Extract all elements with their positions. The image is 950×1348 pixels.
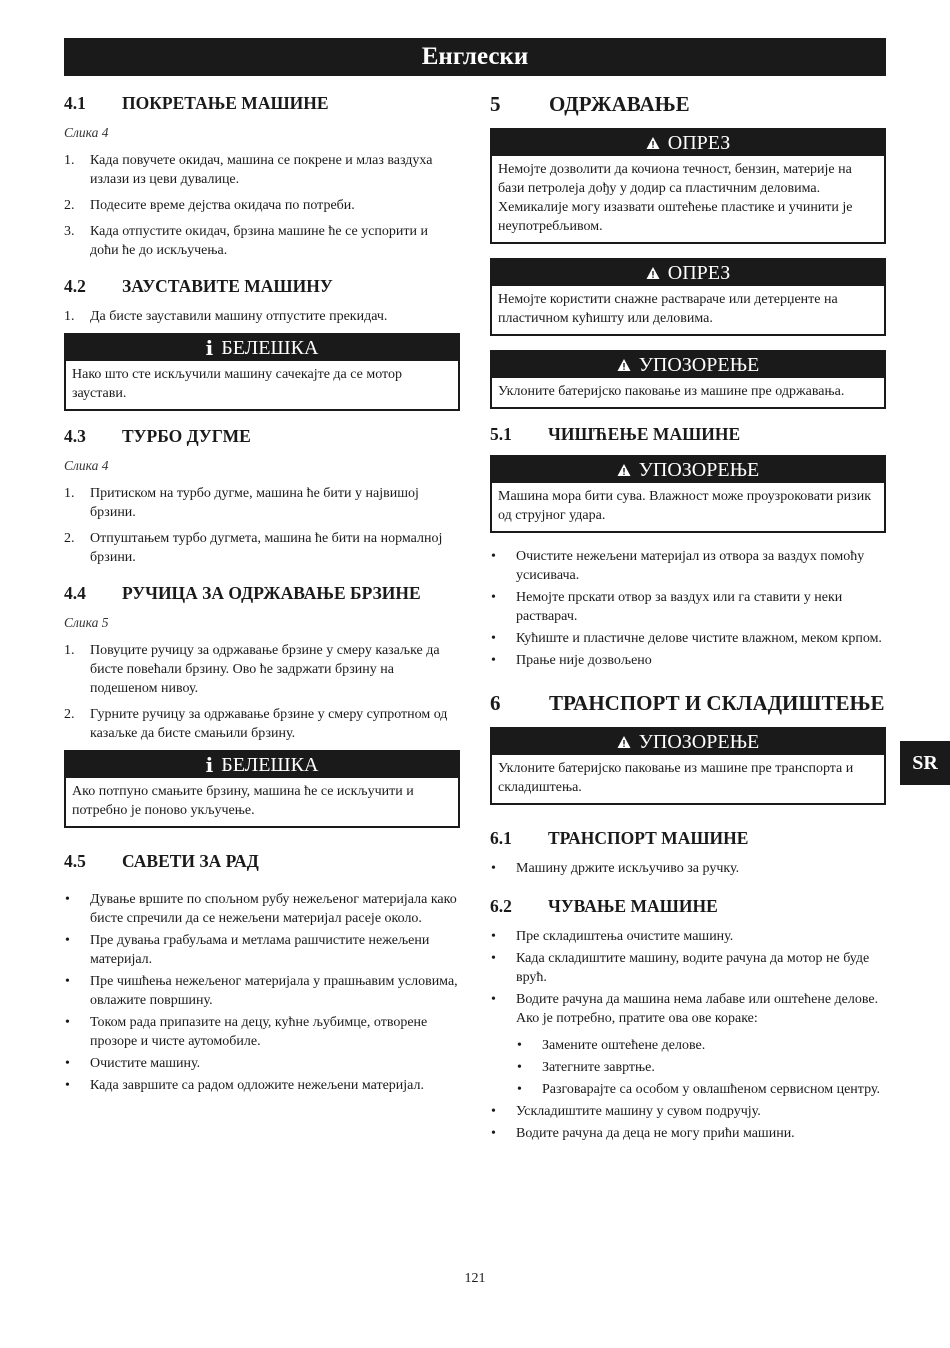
step-number: 1.: [64, 486, 75, 501]
list-item: [64, 705, 460, 743]
list-item: [64, 484, 460, 522]
section-number: 6.2: [490, 896, 512, 916]
section-4-3-heading: [64, 425, 460, 447]
section-number: 5.1: [490, 424, 512, 444]
step-text: Подесите време дејства окидача по потреби.: [90, 198, 355, 213]
warning-text: Уклоните батеријско паковање из машине пре транспорта и складиштења.: [498, 761, 854, 795]
figure-reference: Слика 4: [64, 125, 109, 140]
section-title: ЗАУСТАВИТЕ МАШИНУ: [122, 276, 333, 296]
left-column: [64, 92, 460, 1098]
page-header: [64, 38, 886, 76]
warning-bar: [492, 352, 884, 378]
section-number: 4.1: [64, 93, 86, 113]
section-6-heading: [490, 691, 886, 715]
warning-label: УПОЗОРЕЊЕ: [638, 354, 760, 376]
caution-label: ОПРЕЗ: [667, 262, 731, 284]
steps-list: [64, 307, 460, 326]
section-5-1-heading: [490, 423, 886, 445]
note-box: [64, 333, 460, 411]
list-item: [490, 990, 886, 1099]
section-number: 4.2: [64, 276, 86, 296]
transport-list: [490, 859, 886, 878]
list-item: • Када складиштите машину, водите рачуна да мотор не буде врућ.: [490, 949, 886, 987]
sub-list-item: • Замените оштећене делове.: [516, 1036, 886, 1055]
page-title: Енглески: [421, 43, 529, 70]
info-icon: i: [205, 753, 214, 777]
list-item: [64, 196, 460, 215]
list-item: • Очистите нежељени материјал из отвора за ваздух помоћу усисивача.: [490, 547, 886, 585]
list-item: • Машину држите искључиво за ручку.: [490, 859, 886, 878]
steps-list: [64, 641, 460, 743]
list-item: • Ускладиштите машину у сувом подручју.: [490, 1102, 886, 1121]
note-label: БЕЛЕШКА: [221, 337, 319, 359]
section-number: 6.1: [490, 828, 512, 848]
steps-list: [64, 151, 460, 260]
warning-bar: [492, 729, 884, 755]
section-title: ЧУВАЊЕ МАШИНЕ: [548, 896, 718, 916]
step-text: Отпуштањем турбо дугмета, машина ће бити на нормалној брзини.: [90, 531, 443, 565]
section-title: ТРАНСПОРТ МАШИНЕ: [548, 828, 749, 848]
list-item: • Дување вршите по спољном рубу нежељеног материјала како бисте спречили да се нежељени материјал расеје около.: [64, 890, 460, 928]
sub-list-item: • Затегните завртње.: [516, 1058, 886, 1077]
list-item: • Пре складиштења очистите машину.: [490, 927, 886, 946]
caution-box: [490, 128, 886, 244]
list-item: • Водите рачуна да деца не могу прићи машини.: [490, 1124, 886, 1143]
list-item: [64, 641, 460, 698]
warning-triangle-icon: [617, 463, 631, 477]
list-item: [64, 307, 460, 326]
warning-bar: [492, 457, 884, 483]
note-box: [64, 750, 460, 828]
note-bar: [66, 335, 458, 361]
step-number: 1.: [64, 153, 75, 168]
warning-triangle-icon: [617, 735, 631, 749]
step-text: Да бисте зауставили машину отпустите прекидач.: [90, 309, 388, 324]
section-4-5-heading: [64, 850, 460, 872]
info-icon: i: [205, 336, 214, 360]
section-title: ПОКРЕТАЊЕ МАШИНЕ: [122, 93, 329, 113]
step-text: Када отпустите окидач, брзина машине ће се успорити и доћи ће до искључења.: [90, 224, 428, 258]
list-item: [64, 529, 460, 567]
step-number: 3.: [64, 224, 75, 239]
section-5-heading: [490, 92, 886, 116]
language-tab: SR: [900, 741, 950, 785]
list-item: • Очистите машину.: [64, 1054, 460, 1073]
section-number: 5: [490, 92, 501, 116]
caution-label: ОПРЕЗ: [667, 132, 731, 154]
tips-list: [64, 890, 460, 1095]
caution-box: [490, 258, 886, 336]
caution-bar: [492, 130, 884, 156]
list-item: • Пре чишћења нежељеног материјала у прашњавим условима, овлажите површину.: [64, 972, 460, 1010]
section-title: ТРАНСПОРТ И СКЛАДИШТЕЊЕ: [549, 691, 885, 715]
list-item: [64, 151, 460, 189]
section-title: РУЧИЦА ЗА ОДРЖАВАЊЕ БРЗИНЕ: [122, 583, 421, 603]
step-number: 2.: [64, 198, 75, 213]
warning-text: Уклоните батеријско паковање из машине пре одржавања.: [498, 384, 845, 399]
list-item: [64, 222, 460, 260]
step-text: Повуците ручицу за одржавање брзине у смеру казаљке да бисте повећали брзину. Ово ће задржати брзину на подешеном нивоу.: [90, 643, 440, 696]
list-item: • Прање није дозвољено: [490, 651, 886, 670]
warning-label: УПОЗОРЕЊЕ: [638, 731, 760, 753]
steps-list: [64, 484, 460, 567]
caution-text: Немојте дозволити да кочиона течност, бензин, материје на бази петролеја дођу у додир са пластичним деловима. Хемикалије могу изазвати оштећење пластике и учинити је неупотребљивом.: [498, 162, 853, 234]
note-label: БЕЛЕШКА: [221, 754, 319, 776]
section-6-1-heading: [490, 827, 886, 849]
warning-triangle-icon: [646, 136, 660, 150]
warning-box: [490, 727, 886, 805]
section-number: 4.5: [64, 851, 86, 871]
section-4-1-heading: [64, 92, 460, 114]
step-text: Притиском на турбо дугме, машина ће бити у највишој брзини.: [90, 486, 419, 520]
section-title: ТУРБО ДУГМЕ: [122, 426, 251, 446]
warning-triangle-icon: [646, 266, 660, 280]
step-text: Када повучете окидач, машина се покрене и млаз ваздуха излази из цеви дувалице.: [90, 153, 433, 187]
list-item-text: Водите рачуна да машина нема лабаве или оштећене делове. Ако је потребно, пратите ова ове кораке:: [516, 992, 879, 1026]
list-item: • Када завршите са радом одложите нежељени материјал.: [64, 1076, 460, 1095]
note-bar: [66, 752, 458, 778]
sub-list: [516, 1036, 886, 1099]
step-number: 1.: [64, 309, 75, 324]
section-number: 6: [490, 691, 501, 715]
section-4-4-heading: [64, 582, 460, 604]
step-number: 2.: [64, 531, 75, 546]
step-number: 1.: [64, 643, 75, 658]
section-6-2-heading: [490, 895, 886, 917]
section-number: 4.3: [64, 426, 86, 446]
note-text: Нако што сте искључили машину сачекајте да се мотор заустави.: [72, 367, 402, 401]
section-title: ОДРЖАВАЊЕ: [549, 92, 690, 116]
note-text: Ако потпуно смањите брзину, машина ће се искључити и потребно је поново укључење.: [72, 784, 414, 818]
list-item: • Пре дувања грабуљама и метлама рашчистите нежељени материјал.: [64, 931, 460, 969]
list-item: • Током рада припазите на децу, кућне љубимце, отворене прозоре и чисте аутомобиле.: [64, 1013, 460, 1051]
section-number: 4.4: [64, 583, 86, 603]
section-title: ЧИШЋЕЊЕ МАШИНЕ: [548, 424, 741, 444]
warning-text: Машина мора бити сува. Влажност може проузроковати ризик од струјног удара.: [498, 489, 871, 523]
caution-bar: [492, 260, 884, 286]
step-text: Гурните ручицу за одржавање брзине у смеру супротном од казаљке да бисте смањили брзину.: [90, 707, 448, 741]
section-title: САВЕТИ ЗА РАД: [122, 851, 259, 871]
warning-triangle-icon: [617, 358, 631, 372]
storage-list: [490, 927, 886, 1143]
warning-box: [490, 455, 886, 533]
step-number: 2.: [64, 707, 75, 722]
cleaning-list: [490, 547, 886, 670]
caution-text: Немојте користити снажне раствараче или детерџенте на пластичном кућишту или деловима.: [498, 292, 838, 326]
right-column: [490, 92, 886, 1146]
page-number: 121: [464, 1271, 486, 1286]
section-4-2-heading: [64, 275, 460, 297]
warning-label: УПОЗОРЕЊЕ: [638, 459, 760, 481]
list-item: • Немојте прскати отвор за ваздух или га ставити у неки растварач.: [490, 588, 886, 626]
sub-list-item: • Разговарајте са особом у овлашћеном сервисном центру.: [516, 1080, 886, 1099]
warning-box: [490, 350, 886, 409]
figure-reference: Слика 5: [64, 615, 109, 630]
figure-reference: Слика 4: [64, 458, 109, 473]
list-item: • Кућиште и пластичне делове чистите влажном, меком крпом.: [490, 629, 886, 648]
